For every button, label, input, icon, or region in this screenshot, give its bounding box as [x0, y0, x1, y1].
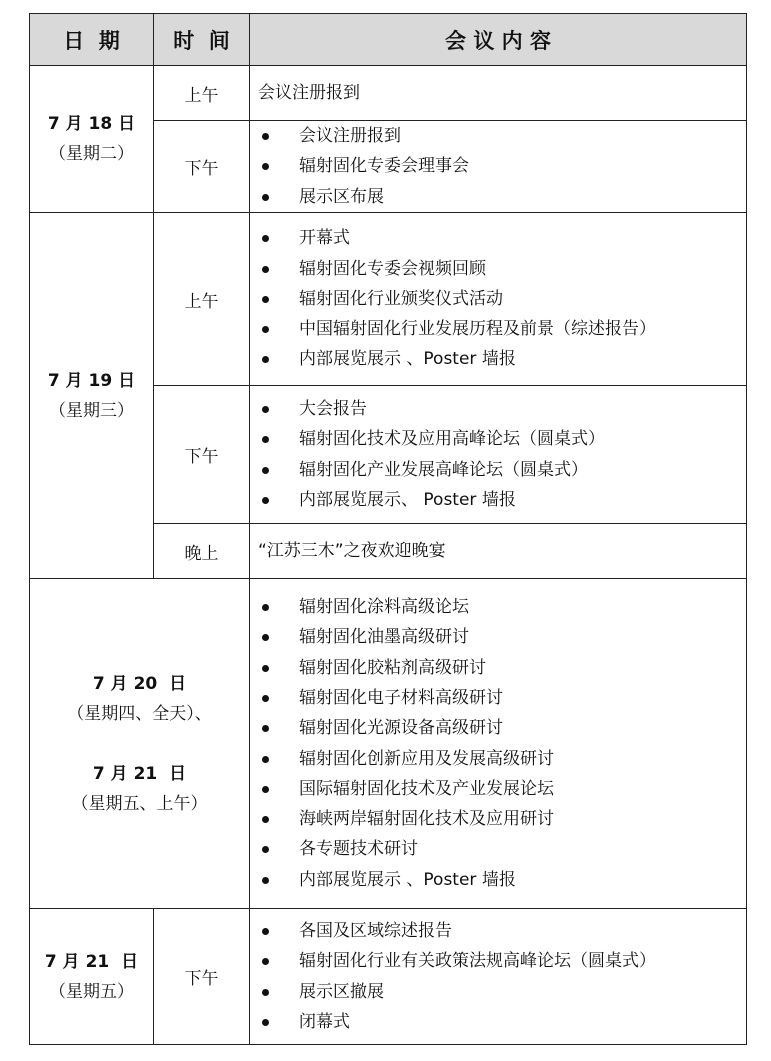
bullet-icon [262, 816, 269, 823]
weekday-label: （星期三） [49, 400, 134, 421]
time-cell: 上午 [154, 66, 250, 121]
bullet-icon [262, 786, 269, 793]
list-item: 内部展览展示 、Poster 墙报 [258, 865, 746, 895]
list-item: 辐射固化产业发展高峰论坛（圆桌式） [258, 455, 746, 485]
weekday-label: （星期五） [49, 981, 134, 1002]
weekday-label: （星期五、上午） [71, 793, 208, 814]
bullet-icon [262, 846, 269, 853]
list-item: 中国辐射固化行业发展历程及前景（综述报告） [258, 314, 746, 344]
bullet-list [258, 394, 746, 515]
bullet-icon [262, 235, 269, 242]
bullet-list [258, 121, 746, 212]
date-cell-0718 [30, 66, 154, 213]
bullet-icon [262, 436, 269, 443]
bullet-icon [262, 725, 269, 732]
weekday-label: （星期二） [49, 144, 134, 164]
header-content: 会 议 内 容 [250, 14, 747, 66]
list-item: 辐射固化行业颁奖仪式活动 [258, 284, 746, 314]
time-cell: 下午 [154, 386, 250, 524]
schedule-table [29, 13, 747, 1045]
list-item: 展示区撤展 [258, 977, 746, 1007]
list-item: 辐射固化行业有关政策法规高峰论坛（圆桌式） [258, 946, 746, 976]
weekday-label: （星期四、全天）、 [67, 703, 212, 724]
date-cell-0719 [30, 213, 154, 579]
bullet-icon [262, 133, 269, 140]
list-item: 辐射固化光源设备高级研讨 [258, 713, 746, 743]
date-label: 7 月 21 日 [44, 951, 139, 972]
content-cell [250, 121, 747, 213]
content-cell [250, 909, 747, 1045]
list-item: 内部展览展示、 Poster 墙报 [258, 485, 746, 515]
list-item: 辐射固化专委会视频回顾 [258, 254, 746, 284]
content-cell [250, 386, 747, 524]
list-item: 辐射固化电子材料高级研讨 [258, 683, 746, 713]
time-cell: 上午 [154, 213, 250, 386]
content-text: 会议注册报到 [258, 83, 360, 103]
list-item: 辐射固化涂料高级论坛 [258, 592, 746, 622]
header-date: 日 期 [30, 14, 154, 66]
bullet-icon [262, 497, 269, 504]
bullet-icon [262, 877, 269, 884]
bullet-icon [262, 958, 269, 965]
list-item: 闭幕式 [258, 1007, 746, 1037]
list-item: 国际辐射固化技术及产业发展论坛 [258, 774, 746, 804]
list-item: 辐射固化油墨高级研讨 [258, 622, 746, 652]
bullet-icon [262, 928, 269, 935]
content-cell [250, 579, 747, 909]
bullet-list [258, 223, 746, 374]
date-cell-0721 [30, 909, 154, 1045]
content-cell [250, 524, 747, 579]
list-item: 会议注册报到 [258, 121, 746, 151]
bullet-icon [262, 1019, 269, 1026]
bullet-icon [262, 695, 269, 702]
bullet-icon [262, 756, 269, 763]
list-item: 辐射固化胶粘剂高级研讨 [258, 653, 746, 683]
bullet-icon [262, 604, 269, 611]
bullet-list [258, 916, 746, 1037]
list-item: 辐射固化技术及应用高峰论坛（圆桌式） [258, 424, 746, 454]
header-row [30, 14, 747, 66]
time-cell: 晚上 [154, 524, 250, 579]
list-item: 辐射固化专委会理事会 [258, 151, 746, 181]
bullet-icon [262, 467, 269, 474]
table-row [30, 579, 747, 909]
bullet-icon [262, 634, 269, 641]
bullet-icon [262, 406, 269, 413]
bullet-icon [262, 356, 269, 363]
time-cell: 下午 [154, 121, 250, 213]
table-row [30, 909, 747, 1045]
bullet-icon [262, 163, 269, 170]
bullet-list [258, 592, 746, 895]
bullet-icon [262, 296, 269, 303]
time-cell: 下午 [154, 909, 250, 1045]
content-cell [250, 66, 747, 121]
list-item: 展示区布展 [258, 182, 746, 212]
bullet-icon [262, 989, 269, 996]
bullet-icon [262, 326, 269, 333]
content-text: “江苏三木”之夜欢迎晚宴 [258, 541, 446, 561]
header-time: 时 间 [154, 14, 250, 66]
bullet-icon [262, 266, 269, 273]
list-item: 辐射固化创新应用及发展高级研讨 [258, 744, 746, 774]
date-label: 7 月 18 日 [47, 114, 136, 134]
list-item: 海峡两岸辐射固化技术及应用研讨 [258, 804, 746, 834]
table-row [30, 66, 747, 121]
date-label: 7 月 20 日 [92, 673, 187, 694]
list-item: 各专题技术研讨 [258, 834, 746, 864]
list-item: 各国及区域综述报告 [258, 916, 746, 946]
date-label: 7 月 19 日 [47, 370, 136, 391]
bullet-icon [262, 194, 269, 201]
list-item: 内部展览展示 、Poster 墙报 [258, 344, 746, 374]
list-item: 大会报告 [258, 394, 746, 424]
list-item: 开幕式 [258, 223, 746, 253]
content-cell [250, 213, 747, 386]
table-row [30, 213, 747, 386]
date-label: 7 月 21 日 [92, 763, 187, 784]
bullet-icon [262, 665, 269, 672]
date-cell-0720 [30, 579, 250, 909]
